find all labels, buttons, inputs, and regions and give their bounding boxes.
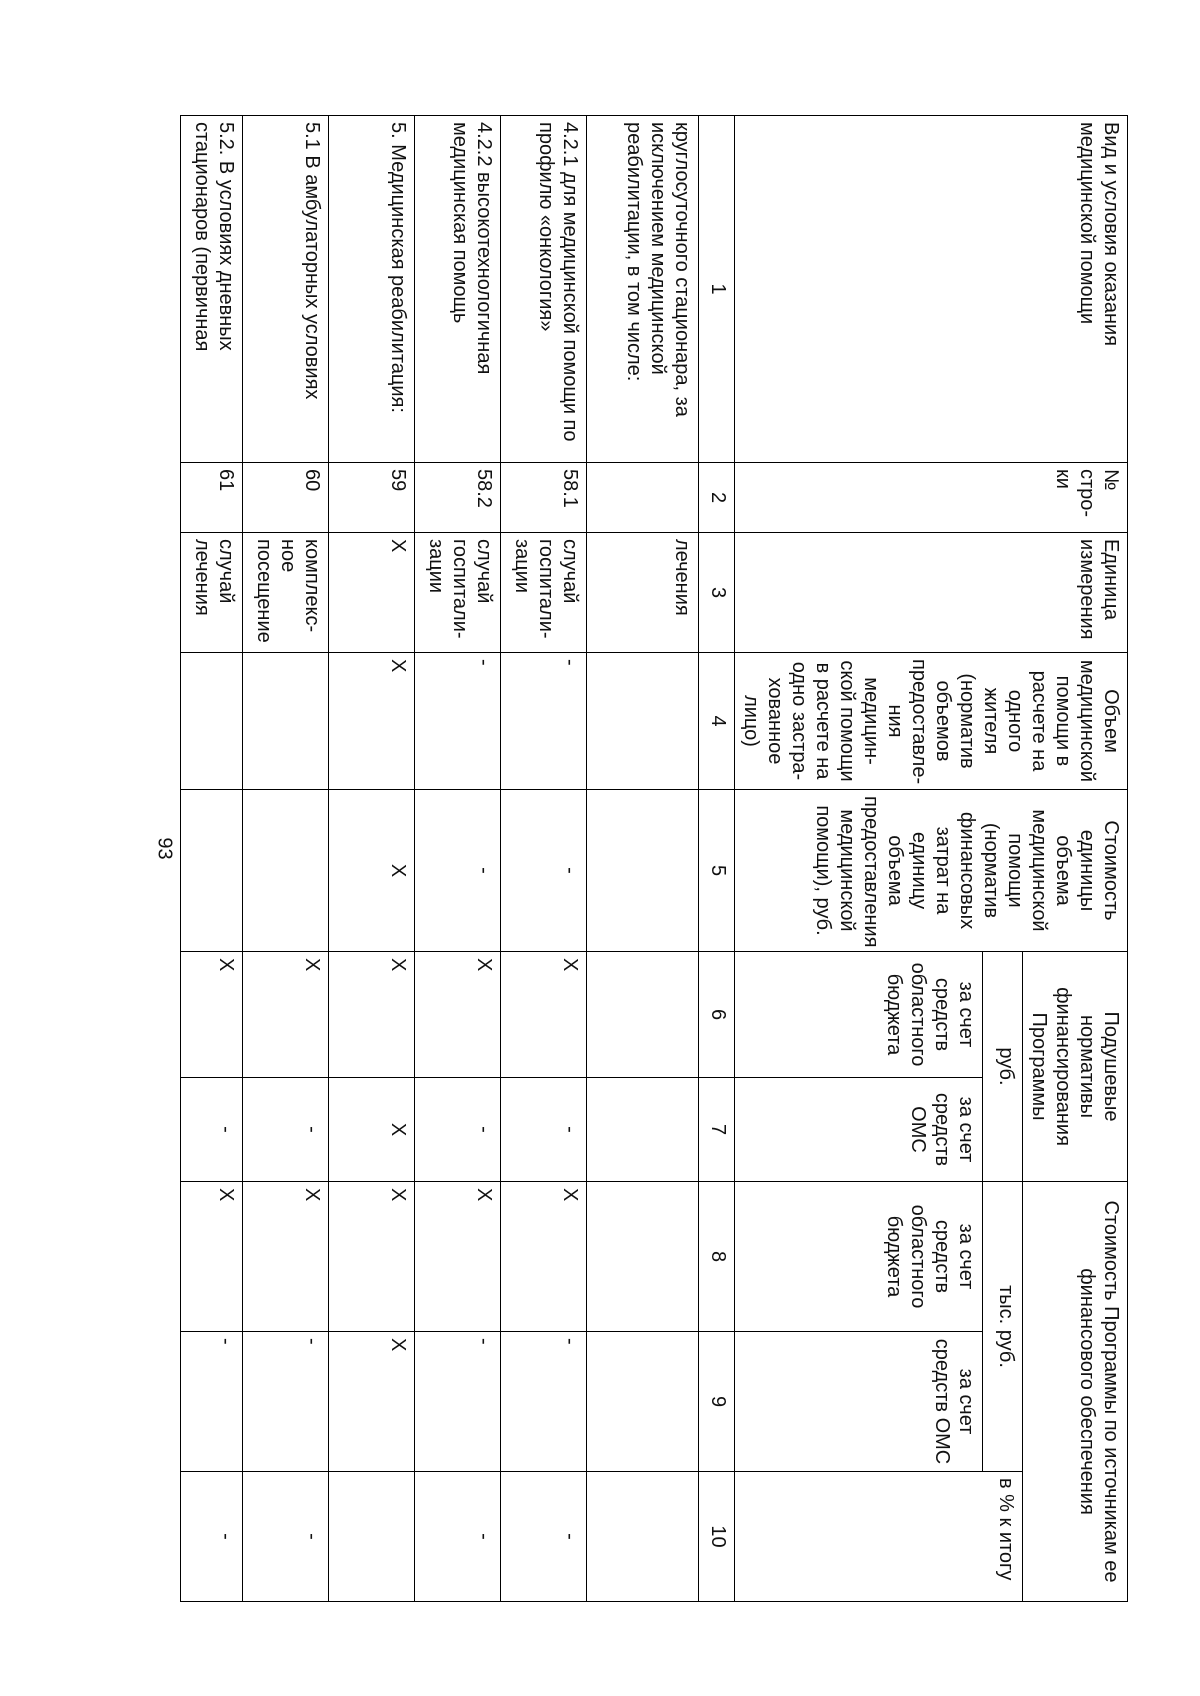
cell-percent: - bbox=[181, 1472, 243, 1602]
cell-cost-oms bbox=[587, 1332, 699, 1472]
cell-norm-budget: X bbox=[329, 952, 415, 1078]
header-row-1 bbox=[1023, 116, 1128, 1602]
cell-norm-budget: X bbox=[181, 952, 243, 1078]
column-number: 10 bbox=[699, 1472, 735, 1602]
cell-row-number: 59 bbox=[329, 463, 415, 533]
cell-row-number bbox=[587, 463, 699, 533]
cell-unit-cost: - bbox=[501, 790, 587, 952]
header-volume: Объем медицинской помощи в расчете на одного жителя (норматив объемов предоставле-ния медицин-ской помощи в расчете на одно застра-хованное лицо) bbox=[735, 653, 1128, 790]
cell-row-number: 58.2 bbox=[415, 463, 501, 533]
column-number: 9 bbox=[699, 1332, 735, 1472]
cell-cost-oms: - bbox=[415, 1332, 501, 1472]
column-number: 6 bbox=[699, 952, 735, 1078]
table-row bbox=[243, 116, 329, 1602]
header-norms-unit: руб. bbox=[983, 952, 1023, 1182]
cell-norm-budget: X bbox=[243, 952, 329, 1078]
header-norms-oms: за счет средств ОМС bbox=[735, 1078, 983, 1182]
header-cost-budget: за счет средств областного бюджета bbox=[735, 1182, 983, 1332]
cell-row-number: 58.1 bbox=[501, 463, 587, 533]
cell-unit: лечения bbox=[587, 533, 699, 653]
cell-percent bbox=[587, 1472, 699, 1602]
cell-norm-oms: - bbox=[415, 1078, 501, 1182]
cell-norm-oms bbox=[587, 1078, 699, 1182]
header-per-capita-norms: Подушевые нормативы финансирования Программы bbox=[1023, 952, 1128, 1182]
cell-type: 5.1 В амбулаторных условиях bbox=[243, 116, 329, 463]
cell-unit-cost: X bbox=[329, 790, 415, 952]
cell-unit-cost bbox=[587, 790, 699, 952]
cell-norm-oms: - bbox=[243, 1078, 329, 1182]
header-percent: в % к итогу bbox=[735, 1472, 1023, 1602]
cell-volume bbox=[243, 653, 329, 790]
header-norms-budget: за счет средств областного бюджета bbox=[735, 952, 983, 1078]
cell-cost-budget: X bbox=[329, 1182, 415, 1332]
table-row bbox=[181, 116, 243, 1602]
header-row-number: № стро-ки bbox=[735, 463, 1128, 533]
cell-unit-cost bbox=[181, 790, 243, 952]
cell-cost-budget: X bbox=[501, 1182, 587, 1332]
cell-norm-oms: X bbox=[329, 1078, 415, 1182]
cell-volume: - bbox=[415, 653, 501, 790]
rotated-table-container bbox=[191, 115, 1128, 1615]
cell-percent bbox=[329, 1472, 415, 1602]
cell-percent: - bbox=[415, 1472, 501, 1602]
table-row bbox=[587, 116, 699, 1602]
cell-volume: X bbox=[329, 653, 415, 790]
cell-type: круглосуточного стационара, за исключением медицинской реабилитации, в том числе: bbox=[587, 116, 699, 463]
header-cost-unit: тыс. руб. bbox=[983, 1182, 1023, 1472]
cell-norm-budget: X bbox=[415, 952, 501, 1078]
cell-volume bbox=[587, 653, 699, 790]
header-program-cost: Стоимость Программы по источникам ее финансового обеспечения bbox=[1023, 1182, 1128, 1602]
cell-norm-oms: - bbox=[501, 1078, 587, 1182]
cell-unit: комплекс-ное посещение bbox=[243, 533, 329, 653]
cell-volume bbox=[181, 653, 243, 790]
cell-unit-cost bbox=[243, 790, 329, 952]
cell-unit: случай лечения bbox=[181, 533, 243, 653]
cell-type: 5.2. В условиях дневных стационаров (первичная bbox=[181, 116, 243, 463]
cell-unit-cost: - bbox=[415, 790, 501, 952]
cell-norm-oms: - bbox=[181, 1078, 243, 1182]
header-cost-oms: за счет средств ОМС bbox=[735, 1332, 983, 1472]
column-number: 1 bbox=[699, 116, 735, 463]
column-number-row bbox=[699, 116, 735, 1602]
financing-table bbox=[180, 115, 1128, 1602]
cell-volume: - bbox=[501, 653, 587, 790]
column-number: 2 bbox=[699, 463, 735, 533]
column-number: 8 bbox=[699, 1182, 735, 1332]
cell-row-number: 60 bbox=[243, 463, 329, 533]
page-number: 93 bbox=[153, 836, 176, 860]
cell-unit: случай госпитали-зации bbox=[415, 533, 501, 653]
column-number: 5 bbox=[699, 790, 735, 952]
cell-cost-oms: X bbox=[329, 1332, 415, 1472]
table-row bbox=[415, 116, 501, 1602]
cell-cost-budget: X bbox=[181, 1182, 243, 1332]
cell-type: 4.2.1 для медицинской помощи по профилю «онкология» bbox=[501, 116, 587, 463]
cell-norm-budget: X bbox=[501, 952, 587, 1078]
cell-unit: X bbox=[329, 533, 415, 653]
cell-norm-budget bbox=[587, 952, 699, 1078]
header-unit-cost: Стоимость единицы объема медицинской помощи (норматив финансовых затрат на единицу объема предоставления медицинской помощи), руб. bbox=[735, 790, 1128, 952]
cell-cost-oms: - bbox=[243, 1332, 329, 1472]
header-unit: Единица измерения bbox=[735, 533, 1128, 653]
cell-cost-oms: - bbox=[181, 1332, 243, 1472]
cell-cost-budget: X bbox=[415, 1182, 501, 1332]
column-number: 7 bbox=[699, 1078, 735, 1182]
cell-unit: случай госпитали-зации bbox=[501, 533, 587, 653]
cell-type: 5. Медицинская реабилитация: bbox=[329, 116, 415, 463]
cell-type: 4.2.2 высокотехнологичная медицинская помощь bbox=[415, 116, 501, 463]
cell-percent: - bbox=[501, 1472, 587, 1602]
cell-cost-oms: - bbox=[501, 1332, 587, 1472]
table-row bbox=[329, 116, 415, 1602]
cell-row-number: 61 bbox=[181, 463, 243, 533]
column-number: 4 bbox=[699, 653, 735, 790]
table-row bbox=[501, 116, 587, 1602]
column-number: 3 bbox=[699, 533, 735, 653]
header-type: Вид и условия оказания медицинской помощи bbox=[735, 116, 1128, 463]
cell-cost-budget: X bbox=[243, 1182, 329, 1332]
cell-percent: - bbox=[243, 1472, 329, 1602]
cell-cost-budget bbox=[587, 1182, 699, 1332]
